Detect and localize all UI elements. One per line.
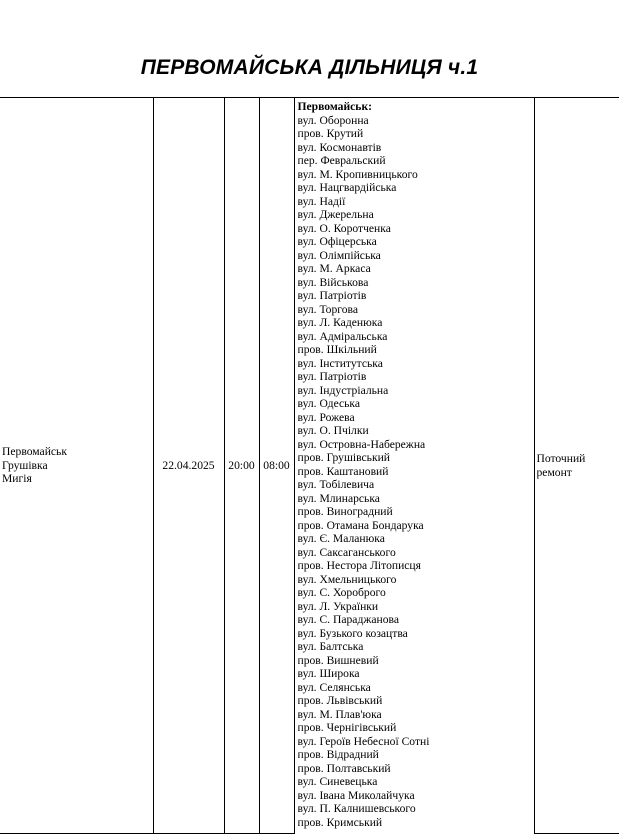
street-item: вул. Надії xyxy=(297,194,346,208)
street-item: пров. Кримський xyxy=(297,815,383,829)
street-item: вул. Патріотів xyxy=(297,289,367,302)
street-item: вул. Тобілевича xyxy=(297,478,375,491)
street-item: пров. Полтавський xyxy=(297,761,391,775)
streets-list xyxy=(298,114,531,830)
street-item: вул. Саксаганського xyxy=(297,545,396,559)
settlement-name: Первомайськ xyxy=(2,445,67,459)
time-from-cell: 20:00 xyxy=(224,98,259,834)
streets-heading: Первомайськ: xyxy=(297,100,372,113)
time-to-cell: 08:00 xyxy=(259,98,294,834)
street-item: вул. Олімпійська xyxy=(297,248,381,262)
street-item: вул. Індустріальна xyxy=(297,383,389,397)
street-item: вул. О. Коротченка xyxy=(297,221,391,235)
street-item: вул. Балтська xyxy=(297,640,364,653)
streets-cell xyxy=(294,98,534,834)
street-item: вул. П. Калнишевського xyxy=(297,802,416,815)
street-item: вул. Інститутська xyxy=(297,356,383,370)
street-item: пров. Чернігівський xyxy=(297,721,397,734)
street-item: вул. О. Пчілки xyxy=(297,424,369,437)
street-item: вул. Млинарська xyxy=(297,491,380,505)
date-cell: 22.04.2025 xyxy=(153,98,224,834)
street-item: вул. Космонавтів xyxy=(297,140,382,154)
street-item: пров. Грушівський xyxy=(297,451,391,464)
street-item: вул. М. Плав'юка xyxy=(297,707,382,721)
street-item: вул. Островна-Набережна xyxy=(297,437,426,451)
street-item: пров. Отамана Бондарука xyxy=(297,518,424,532)
street-item: пров. Нестора Літописця xyxy=(297,559,421,572)
street-item: вул. Синевецька xyxy=(297,775,378,788)
street-item: пров. Вишневий xyxy=(297,653,379,667)
work-type-cell xyxy=(534,98,619,834)
work-type-text xyxy=(537,452,618,479)
settlements-list xyxy=(2,445,151,486)
street-item: пров. Шкільний xyxy=(297,343,377,356)
street-item: пер. Февральский xyxy=(297,154,386,167)
street-item: вул. Героїв Небесної Сотні xyxy=(297,734,430,748)
street-item: вул. Джерельна xyxy=(297,208,374,221)
street-item: пров. Каштановий xyxy=(297,464,389,478)
street-item: вул. Селянська xyxy=(297,680,371,694)
street-item: пров. Відрадний xyxy=(297,748,379,761)
settlement-name: Грушівка xyxy=(2,458,48,472)
page-title: ПЕРВОМАЙСЬКА ДІЛЬНИЦЯ ч.1 xyxy=(140,56,479,79)
street-item: вул. М. Кропивницького xyxy=(297,167,418,181)
street-item: пров. Львівський xyxy=(297,694,383,707)
street-item: вул. Торгова xyxy=(297,302,358,316)
street-item: вул. Нацгвардійська xyxy=(297,181,397,194)
work-type-line: ремонт xyxy=(536,465,572,479)
street-item: вул. Військова xyxy=(297,275,369,289)
street-item: вул. Офіцерська xyxy=(297,235,377,248)
settlements-cell xyxy=(0,98,153,834)
street-item: вул. Івана Миколайчука xyxy=(297,788,415,802)
street-item: вул. Оборонна xyxy=(297,113,369,127)
street-item: вул. Хмельницького xyxy=(297,572,397,586)
street-item: вул. Бузького козацтва xyxy=(297,626,408,640)
street-item: вул. Рожева xyxy=(297,410,355,424)
street-item: вул. Є. Маланюка xyxy=(297,532,385,545)
street-item: вул. С. Параджанова xyxy=(297,613,399,626)
street-item: вул. Л. Українки xyxy=(297,599,379,613)
outage-schedule-table xyxy=(0,97,619,834)
street-item: пров. Виноградний xyxy=(297,505,393,518)
work-type-line: Поточний xyxy=(536,452,586,465)
street-item: пров. Крутий xyxy=(297,127,364,140)
street-item: вул. С. Хороброго xyxy=(297,586,386,599)
street-item: вул. Адміральська xyxy=(297,329,388,343)
street-item: вул. Л. Каденюка xyxy=(297,316,383,329)
table-row xyxy=(0,98,619,834)
street-item: вул. М. Аркаса xyxy=(297,262,371,275)
street-item: вул. Одеська xyxy=(297,397,361,410)
settlement-name: Мигія xyxy=(2,472,32,486)
street-item: вул. Широка xyxy=(297,667,360,680)
street-item: вул. Патріотів xyxy=(297,370,367,383)
